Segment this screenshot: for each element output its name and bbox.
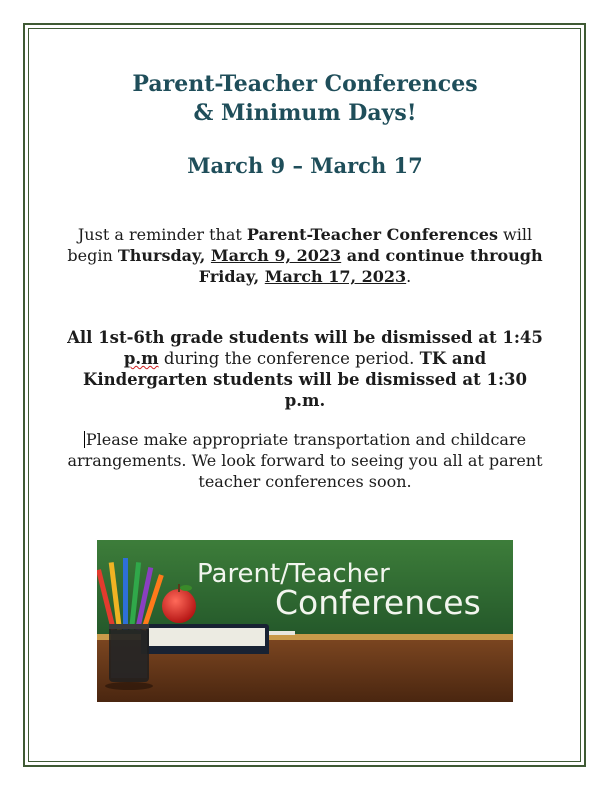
conference-banner-image [97, 540, 513, 702]
banner-text-1: Parent/Teacher [197, 559, 390, 589]
book-pages [149, 628, 265, 646]
reminder-bold-thursday: Thursday, [117, 246, 211, 265]
reminder-bold-group [118, 246, 543, 286]
book [141, 624, 269, 654]
chalk-piece [269, 631, 295, 635]
date-range: March 9 – March 17 [187, 153, 423, 178]
dismissal-paragraph [60, 327, 550, 411]
banner-text-2: Conferences [275, 583, 481, 622]
dismissal-bold-1: All 1st-6th grade students will be dismissed at 1:45 [67, 328, 543, 347]
closing-paragraph[interactable] [60, 429, 550, 492]
banner-illustration [97, 540, 513, 702]
text-cursor [84, 431, 85, 448]
reminder-bold-continue: and continue through Friday, [198, 246, 543, 286]
title-line-2: & Minimum Days! [193, 100, 417, 126]
reminder-bold-conferences: Parent-Teacher Conferences [246, 225, 498, 244]
dismissal-bold-2: TK and Kindergarten students will be dismissed at 1:30 p.m. [82, 349, 527, 410]
reminder-text-1: Just a reminder that [77, 225, 247, 244]
reminder-start-date: March 9, 2023 [210, 246, 342, 265]
pencil-cup [109, 624, 149, 682]
reminder-end-date: March 17, 2023 [264, 267, 407, 286]
title-line-1: Parent-Teacher Conferences [132, 71, 478, 97]
closing-text: Please make appropriate transportation and childcare arrangements. We look forward to seeing you all at parent teacher conferences soon. [67, 430, 543, 491]
dismissal-pm: p.m [123, 349, 159, 368]
reminder-paragraph [60, 224, 550, 287]
reminder-text-3: . [406, 267, 412, 286]
reminder-text-2: will begin [67, 225, 533, 265]
dismissal-text-1: during the conference period. [158, 349, 420, 368]
page-title [60, 70, 550, 128]
